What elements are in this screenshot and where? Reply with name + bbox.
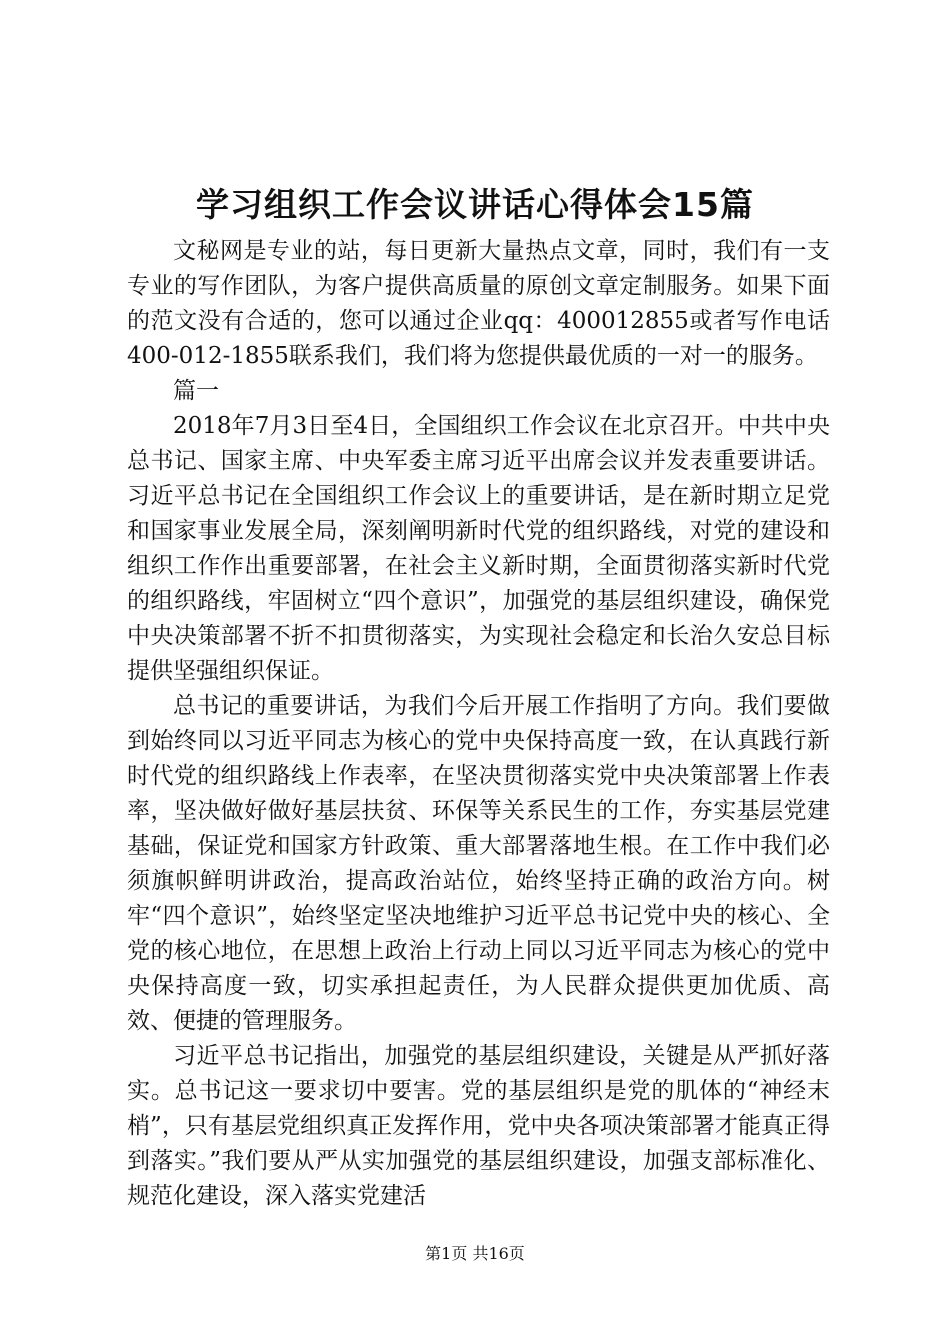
document-body [127, 234, 830, 1214]
section-heading: 篇一 [173, 378, 219, 404]
body-paragraph: 习近平总书记指出，加强党的基层组织建设，关键是从严抓好落实。总书记这一要求切中要害。党的基层组织是党的肌体的“神经末梢”，只有基层党组织真正发挥作用，党中央各项决策部署才能真正得到落实。”我们要从严从实加强党的基层组织建设，加强支部标准化、规范化建设，深入落实党建活 [127, 1043, 830, 1209]
body-paragraph: 总书记的重要讲话，为我们今后开展工作指明了方向。我们要做到始终同以习近平同志为核心的党中央保持高度一致，在认真践行新时代党的组织路线上作表率，在坚决贯彻落实党中央决策部署上作表率，坚决做好做好基层扶贫、环保等关系民生的工作，夯实基层党建基础，保证党和国家方针政策、重大部署落地生根。在工作中我们必须旗帜鲜明讲政治，提高政治站位，始终坚持正确的政治方向。树牢“四个意识”，始终坚定坚决地维护习近平总书记党中央的核心、全党的核心地位，在思想上政治上行动上同以习近平同志为核心的党中央保持高度一致，切实承担起责任，为人民群众提供更加优质、高效、便捷的管理服务。 [127, 693, 830, 1034]
body-paragraph: 2018年7月3日至4日，全国组织工作会议在北京召开。中共中央总书记、国家主席、中央军委主席习近平出席会议并发表重要讲话。习近平总书记在全国组织工作会议上的重要讲话，是在新时期立足党和国家事业发展全局，深刻阐明新时代党的组织路线，对党的建设和组织工作作出重要部署，在社会主义新时期，全面贯彻落实新时代党的组织路线，牢固树立“四个意识”，加强党的基层组织建设，确保党中央决策部署不折不扣贯彻落实，为实现社会稳定和长治久安总目标提供坚强组织保证。 [127, 413, 830, 684]
document-title: 学习组织工作会议讲话心得体会15篇 [196, 185, 754, 224]
intro-paragraph: 文秘网是专业的站，每日更新大量热点文章，同时，我们有一支专业的写作团队，为客户提供高质量的原创文章定制服务。如果下面的范文没有合适的，您可以通过企业qq：400012855或者写作电话400-012-1855联系我们，我们将为您提供最优质的一对一的服务。 [127, 238, 830, 369]
page-footer: 第1页 共16页 [425, 1244, 525, 1263]
